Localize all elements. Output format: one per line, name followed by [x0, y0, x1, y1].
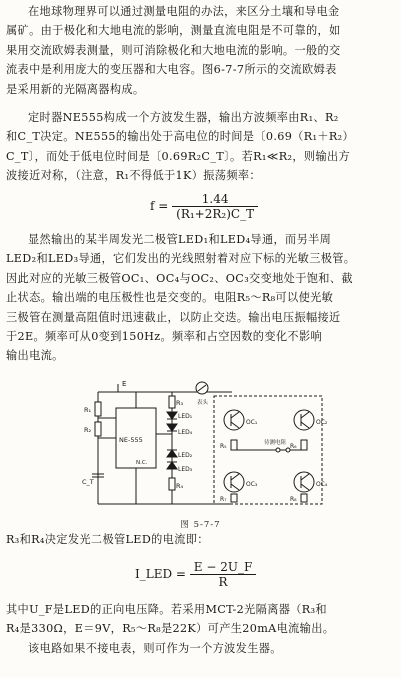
oc1-label: OC₁ [246, 419, 258, 426]
led2-symbol [167, 450, 177, 457]
led3-symbol [167, 462, 177, 469]
resistor-r4 [169, 478, 175, 490]
figure-caption: 图 5-7-7 [180, 520, 221, 530]
resistor-r1 [95, 402, 101, 416]
text-line: 于2E。频率可从0变到150Hz。频率和占空因数的变化不影响 [6, 330, 323, 344]
formula-denominator: R [218, 575, 228, 589]
resistor-r5 [231, 440, 237, 450]
text-line: 其中U_F是LED的正向电压降。若采用MCT-2光隔离器（R₃和 [6, 603, 327, 616]
paragraph-led-current [6, 530, 395, 549]
text-line: 流表中是利用庞大的变压器和大电容。图6-7-7所示的交流欧姆表 [6, 63, 337, 77]
text-line: R₄是330Ω，E＝9V，R₅～R₈是22K）可产生20mA电流输出。 [6, 622, 335, 636]
paragraph-intro [6, 2, 395, 99]
r6-label: R₆ [290, 443, 297, 450]
ic-pin-label: N.C. [136, 460, 148, 466]
phototransistor-oc1 [224, 410, 244, 430]
formula-numerator: E − 2U_F [190, 560, 257, 575]
paragraph-conclusion [6, 600, 395, 658]
text-line: 该电路如果不接电表，则可作为一个方波发生器。 [28, 641, 282, 655]
text-line: 是采用新的光隔离器构成。 [6, 82, 145, 96]
r8-label: R₈ [290, 496, 297, 503]
led2-label: LED₂ [178, 452, 193, 459]
text-line: 止状态。输出端的电压极性也是交变的。电阻R₅～R₈可以使光敏 [6, 291, 334, 305]
r7-label: R₇ [220, 496, 227, 503]
text-line: 输出电流。 [6, 349, 64, 363]
phototransistor-oc2 [294, 410, 314, 430]
formula-lhs: I_LED = [135, 567, 186, 581]
formula-lhs: f = [150, 199, 169, 213]
led3-label: LED₃ [178, 466, 193, 473]
resistor-r7 [231, 494, 237, 502]
r2-label: R₂ [84, 426, 92, 434]
text-line: LED₂和LED₃导通，它们发出的光线照射着对应下标的光敏三极管。 [6, 252, 356, 266]
formula-numerator: 1.44 [172, 192, 258, 207]
resistor-r2 [95, 422, 101, 436]
r4-label: R₄ [176, 482, 184, 490]
oc3-label: OC₃ [246, 481, 258, 488]
formula-denominator: (R₁+2R₂)C_T [176, 207, 255, 221]
led1-symbol [167, 412, 177, 419]
resistor-r8 [301, 494, 307, 502]
oc2-label: OC₂ [316, 419, 328, 426]
resistor-r3 [169, 396, 175, 408]
text-line: 波接近对称，（注意，R₁不得低于1K）振荡频率： [6, 169, 261, 183]
paragraph-operation [6, 230, 395, 366]
r5-label: R₅ [220, 443, 227, 450]
text-line: R₃和R₄决定发光二极管LED的电流即： [6, 533, 209, 546]
text-line: 和C_T决定。NE555的输出处于高电位的时间是〔0.69（R₁＋R₂） [6, 130, 355, 144]
formula-fraction [190, 560, 257, 589]
led1-label: LED₁ [178, 413, 193, 420]
text-line: 三极管在测量高阻值时迅速截止，以防止交迭。输出电压振幅接近 [6, 310, 341, 324]
resistor-r6 [301, 440, 307, 450]
phototransistor-oc3 [224, 472, 244, 492]
text-line: 属矿。由于极化和大地电流的影响，测量直流电阻是不可靠的，如 [6, 24, 341, 38]
text-line: 因此对应的光敏三极管OC₁、OC₄与OC₂、OC₃交变地处于饱和、截 [6, 271, 353, 285]
text-line: C_T〕，而处于低电位时间是〔0.69R₂C_T〕。若R₁≪R₂，则输出方 [6, 149, 351, 163]
paragraph-timer [6, 108, 395, 186]
frequency-formula [150, 192, 258, 221]
text-line: 定时器NE555构成一个方波发生器，输出方波频率由R₁、R₂ [28, 111, 339, 124]
circuit-diagram [82, 378, 332, 516]
current-formula [135, 560, 256, 589]
r1-label: R₁ [84, 406, 92, 414]
output-label: 待测电阻 [264, 440, 287, 446]
output-terminal [286, 448, 290, 452]
meter-label: 表头 [197, 400, 209, 406]
text-line: 显然输出的某半周发光二极管LED₁和LED₄导通，而另半周 [28, 233, 332, 246]
ic-label: NE-555 [119, 436, 143, 444]
oc4-label: OC₄ [316, 481, 328, 488]
ct-label: C_T [82, 478, 94, 486]
r3-label: R₃ [176, 399, 184, 407]
output-terminal [276, 448, 280, 452]
text-line: 在地球物理界可以通过测量电阻的办法，来区分土壤和导电金 [28, 5, 340, 18]
phototransistor-oc4 [294, 472, 314, 492]
formula-fraction [172, 192, 258, 221]
supply-label: E [122, 380, 127, 388]
led4-label: LED₄ [178, 429, 193, 436]
led4-symbol [167, 424, 177, 431]
text-line: 果用交流欧姆表测量，则可消除极化和大地电流的影响。一般的交 [6, 43, 341, 57]
